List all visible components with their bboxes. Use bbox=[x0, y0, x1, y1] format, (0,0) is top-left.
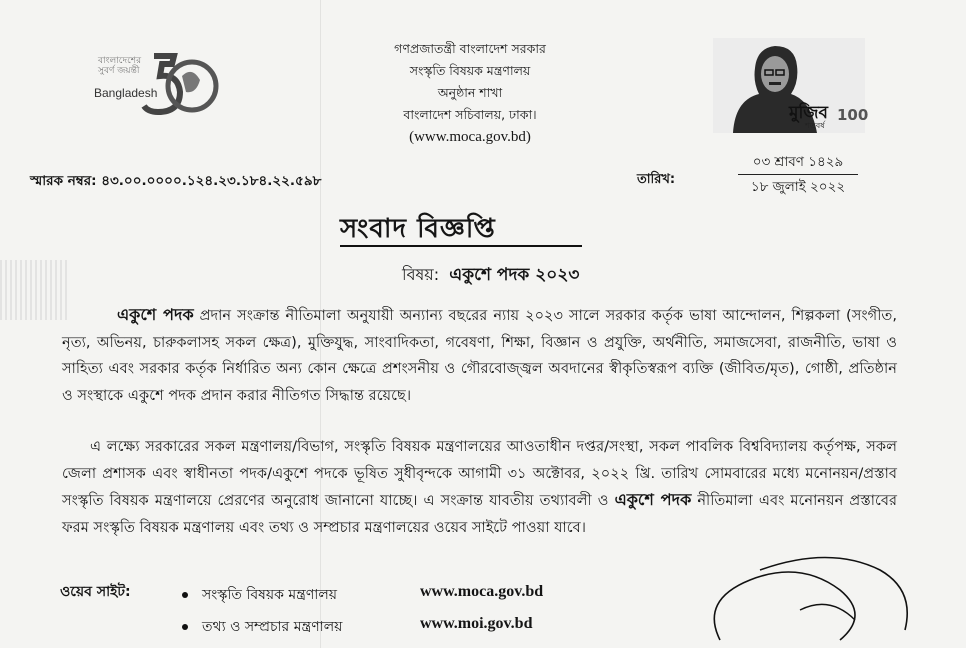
p2-text-a: এ লক্ষ্যে সরকারের সকল মন্ত্রণালয়/বিভাগ, সংস্কৃতি বিষয়ক মন্ত্রণালয়ের আওতাধীন দপ্তর/সংস্থা, সকল পাবলিক বিশ্ববিদ্যালয় কর্তৃপক্ষ, সকল জেলা প্রশাসক এবং স্বাধীনতা পদক/একুশে পদকে ভূষিত সুধীবৃন্দকে আগামী ৩১ অক্টোবর, ২০২২ খ্রি. তারিখ সোমবারের মধ্যে মনোনয়ন/প্রস্তাব সংস্কৃতি বিষয়ক মন্ত্রণালয়ে প্রেরণের অনুরোধ জানানো যাচ্ছে। এ সংক্রান্ত যাবতীয় তথ্যাবলী ও bbox=[62, 438, 897, 509]
mujib-borsho-logo bbox=[713, 38, 869, 133]
fifty-emblem-icon bbox=[92, 46, 222, 126]
press-release-title: সংবাদ বিজ্ঞপ্তি bbox=[340, 214, 496, 244]
logo-country-text: Bangladesh bbox=[94, 86, 158, 100]
org-line-4: বাংলাদেশ সচিবালয়, ঢাকা। bbox=[403, 107, 537, 122]
p1-text: প্রদান সংক্রান্ত নীতিমালা অনুযায়ী অন্যান্য বছরের ন্যায় ২০২৩ সালে সরকার কর্তৃক ভাষা আন্দোলন, শিল্পকলা (সংগীত, নৃত্য, অভিনয়, চারুকলাসহ সকল ক্ষেত্র), মুক্তিযুদ্ধ, সাংবাদিকতা, গবেষণা, শিক্ষা, বিজ্ঞান ও প্রযুক্তি, অর্থনীতি, সমাজসেবা, রাজনীতি, ভাষা ও সাহিত্য এবং সরকার কর্তৃক নির্ধারিত অন্য কোন ক্ষেত্রে প্রশংসনীয় ও গৌরবোজ্জ্বল অবদানের স্বীকৃতিস্বরূপ ব্যক্তি (জীবিত/মৃত), গোষ্ঠী, প্রতিষ্ঠান ও সংস্থাকে একুশে পদক প্রদান করার নীতিগত সিদ্ধান্ত রয়েছে। bbox=[62, 307, 897, 404]
memo-label: স্মারক নম্বর: bbox=[30, 173, 97, 189]
title-underline bbox=[340, 245, 582, 247]
date-gregorian: ১৮ জুলাই ২০২২ bbox=[750, 179, 846, 195]
website-name: তথ্য ও সম্প্রচার মন্ত্রণালয় bbox=[202, 619, 343, 635]
body-paragraph-2 bbox=[62, 434, 897, 541]
mujib-logo-text: মুজিব bbox=[789, 103, 828, 123]
header-website-link[interactable]: (www.moca.gov.bd) bbox=[409, 129, 531, 145]
golden-jubilee-logo bbox=[92, 46, 222, 126]
logo-small-text: বাংলাদেশের সুবর্ণ জয়ন্তী bbox=[98, 56, 142, 76]
website-link[interactable]: www.moca.gov.bd bbox=[420, 583, 544, 600]
date-block bbox=[738, 150, 858, 199]
org-line-3: অনুষ্ঠান শাখা bbox=[437, 85, 503, 100]
subject-text: একুশে পদক ২০২৩ bbox=[449, 265, 580, 285]
org-line-1: গণপ্রজাতন্ত্রী বাংলাদেশ সরকার bbox=[394, 41, 546, 56]
org-line-2: সংস্কৃতি বিষয়ক মন্ত্রণালয় bbox=[409, 63, 531, 78]
scan-artifact bbox=[0, 260, 70, 320]
website-name: সংস্কৃতি বিষয়ক মন্ত্রণালয় bbox=[202, 587, 338, 603]
bullet-icon bbox=[182, 592, 188, 598]
website-link[interactable]: www.moi.gov.bd bbox=[420, 615, 533, 632]
p2-text-b: নীতিমালা এবং মনোনয়ন প্রস্তাবের ফরম সংস্কৃতি বিষয়ক মন্ত্রণালয় এবং তথ্য ও সম্প্রচার মন্ত্রণালয়ের ওয়েব সাইটে পাওয়া যাবে। bbox=[62, 492, 898, 536]
p1-bold-text: একুশে পদক bbox=[117, 305, 194, 324]
memo-number-line bbox=[30, 170, 321, 193]
office-header bbox=[355, 38, 585, 148]
date-label: তারিখ: bbox=[637, 172, 676, 187]
website-item bbox=[182, 583, 337, 607]
date-bangla: ০৩ শ্রাবণ ১৪২৯ bbox=[752, 154, 844, 170]
mujib-logo-small-text: শতবর্ষ bbox=[805, 121, 825, 130]
p2-bold-text: একুশে পদক bbox=[614, 490, 692, 509]
subject-label: বিষয়: bbox=[402, 265, 440, 284]
signature-icon bbox=[690, 540, 920, 648]
subject-line bbox=[402, 262, 579, 290]
body-paragraph-1 bbox=[62, 302, 897, 409]
websites-label: ওয়েব সাইট: bbox=[60, 584, 131, 600]
memo-number: ৪৩.০০.০০০০.১২৪.২৩.১৮৪.২২.৫৯৮ bbox=[101, 173, 322, 189]
website-item bbox=[182, 615, 342, 639]
mujib-logo-number: 100 bbox=[837, 106, 869, 124]
bullet-icon bbox=[182, 624, 188, 630]
